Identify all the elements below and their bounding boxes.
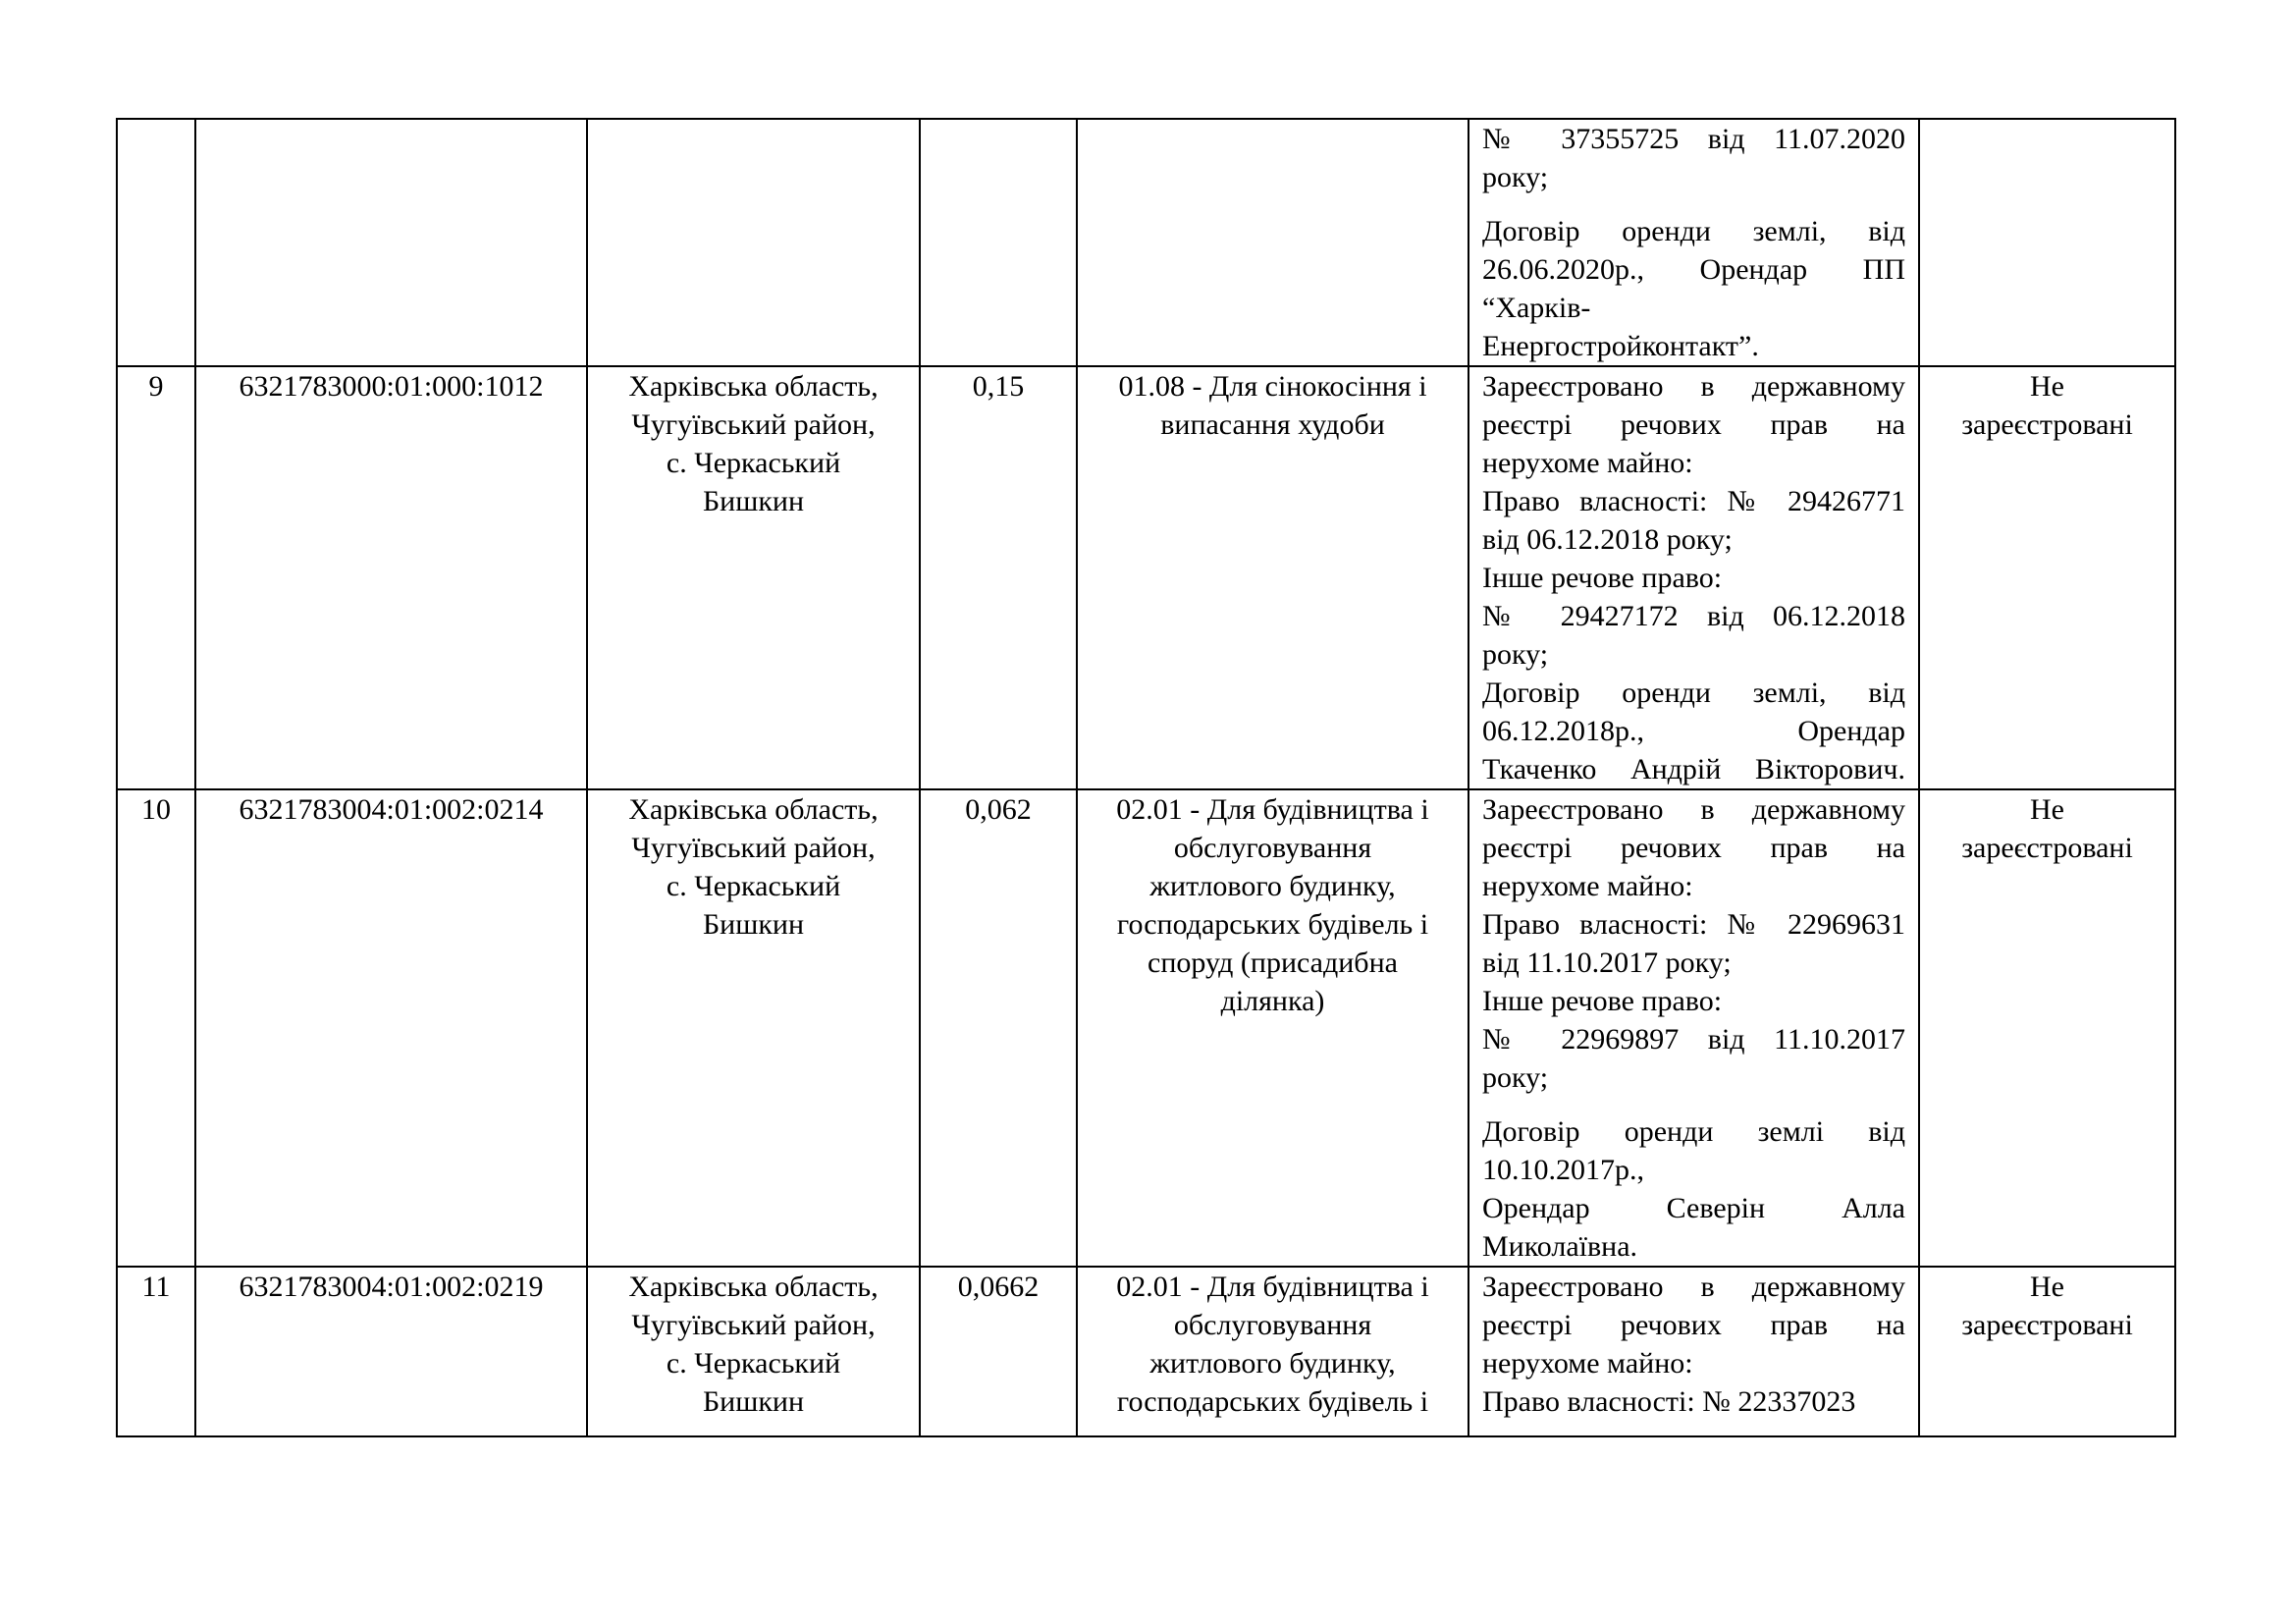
text-line: обслуговування	[1173, 832, 1372, 864]
text-line: Договір оренди землі від	[1482, 1115, 1905, 1148]
registration-cell	[1468, 119, 1919, 366]
text-line: нерухоме майно:	[1482, 870, 1693, 902]
text-line: Інше речове право:	[1482, 562, 1723, 594]
text-line: 02.01 - Для будівництва і	[1116, 793, 1429, 826]
text-line: Зареєстровано в державному	[1482, 1271, 1905, 1303]
text-line: житлового будинку,	[1149, 1347, 1396, 1380]
text-line: Чугуївський район,	[631, 832, 876, 864]
text-line: с. Черкаський	[666, 870, 841, 902]
registration-paragraph	[1482, 367, 1905, 788]
table-body	[117, 119, 2175, 1436]
location-cell	[587, 1267, 920, 1436]
purpose-cell	[1077, 366, 1468, 789]
cadastral-number-cell: 6321783004:01:002:0214	[195, 789, 587, 1267]
registration-cell	[1468, 366, 1919, 789]
text-line: реєстрі речових прав на	[1482, 1309, 1905, 1341]
cadastral-number-cell: 6321783004:01:002:0219	[195, 1267, 587, 1436]
area-cell	[920, 119, 1077, 366]
table-row	[117, 119, 2175, 366]
text-line: обслуговування	[1173, 1309, 1372, 1341]
row-number-cell: 9	[117, 366, 195, 789]
location-cell	[587, 119, 920, 366]
registration-cell	[1468, 1267, 1919, 1436]
location-cell	[587, 789, 920, 1267]
text-line: зареєстровані	[1961, 408, 2133, 441]
text-line: Не	[2030, 1271, 2064, 1303]
text-line: реєстрі речових прав на	[1482, 408, 1905, 441]
text-line: випасання худоби	[1160, 408, 1385, 441]
table-row	[117, 789, 2175, 1267]
text-line: споруд (присадибна	[1148, 947, 1398, 979]
text-line: № 22969897 від 11.10.2017	[1482, 1023, 1905, 1056]
location-cell	[587, 366, 920, 789]
purpose-cell	[1077, 789, 1468, 1267]
text-line: “Харків-	[1482, 292, 1591, 324]
text-line: року;	[1482, 161, 1549, 193]
text-line: Не	[2030, 793, 2064, 826]
text-line: 02.01 - Для будівництва і	[1116, 1271, 1429, 1303]
text-line: Не	[2030, 370, 2064, 403]
text-line: Право власності: № 22337023	[1482, 1385, 1856, 1418]
row-number-cell: 11	[117, 1267, 195, 1436]
table-row	[117, 366, 2175, 789]
registration-paragraph	[1482, 1268, 1905, 1421]
purpose-cell	[1077, 119, 1468, 366]
text-line: реєстрі речових прав на	[1482, 832, 1905, 864]
cadastral-number-cell: 6321783000:01:000:1012	[195, 366, 587, 789]
text-line: Бишкин	[702, 908, 805, 941]
cadastral-number-cell	[195, 119, 587, 366]
registration-status-cell	[1919, 1267, 2175, 1436]
text-line: року;	[1482, 638, 1549, 671]
area-cell: 0,062	[920, 789, 1077, 1267]
text-line: 26.06.2020р., Орендар ПП	[1482, 253, 1905, 286]
registration-status-cell	[1919, 789, 2175, 1267]
text-line: Інше речове право:	[1482, 985, 1723, 1017]
text-line: Ткаченко Андрій Вікторович.	[1482, 753, 1905, 785]
registration-status-cell	[1919, 366, 2175, 789]
text-line: Чугуївський район,	[631, 408, 876, 441]
text-line: Бишкин	[702, 485, 805, 517]
text-line: № 29427172 від 06.12.2018	[1482, 600, 1905, 632]
text-line: Право власності: № 22969631	[1482, 908, 1905, 941]
text-line: Договір оренди землі, від	[1482, 677, 1905, 709]
text-line: року;	[1482, 1061, 1549, 1094]
text-line: нерухоме майно:	[1482, 447, 1693, 479]
text-line: № 37355725 від 11.07.2020	[1482, 123, 1905, 155]
text-line: Миколаївна.	[1482, 1230, 1638, 1263]
text-line: від 11.10.2017 року;	[1482, 947, 1732, 979]
row-number-cell	[117, 119, 195, 366]
text-line: Зареєстровано в державному	[1482, 793, 1905, 826]
text-line: Бишкин	[702, 1385, 805, 1418]
registration-cell	[1468, 789, 1919, 1267]
lease-agreement-paragraph	[1482, 212, 1905, 365]
purpose-cell	[1077, 1267, 1468, 1436]
registration-status-cell	[1919, 119, 2175, 366]
text-line: Договір оренди землі, від	[1482, 215, 1905, 247]
text-line: Зареєстровано в державному	[1482, 370, 1905, 403]
text-line: Орендар Северін Алла	[1482, 1192, 1905, 1224]
text-line: Чугуївський район,	[631, 1309, 876, 1341]
text-line: 01.08 - Для сінокосіння і	[1118, 370, 1427, 403]
table-row	[117, 1267, 2175, 1436]
text-line: ділянка)	[1220, 985, 1325, 1017]
text-line: від 06.12.2018 року;	[1482, 523, 1733, 556]
registration-paragraph	[1482, 790, 1905, 1097]
text-line: нерухоме майно:	[1482, 1347, 1693, 1380]
text-line: господарських будівель і	[1116, 908, 1429, 941]
text-line: Харківська область,	[628, 1271, 879, 1303]
text-line: 06.12.2018р., Орендар	[1482, 715, 1905, 747]
text-line: Енергостройконтакт”.	[1482, 330, 1759, 362]
text-line: Харківська область,	[628, 370, 879, 403]
land-plots-table	[116, 118, 2176, 1437]
lease-agreement-paragraph	[1482, 1112, 1905, 1266]
text-line: 10.10.2017р.,	[1482, 1154, 1644, 1186]
area-cell: 0,0662	[920, 1267, 1077, 1436]
text-line: с. Черкаський	[666, 1347, 841, 1380]
text-line: зареєстровані	[1961, 832, 2133, 864]
area-cell: 0,15	[920, 366, 1077, 789]
text-line: Право власності: № 29426771	[1482, 485, 1905, 517]
text-line: житлового будинку,	[1149, 870, 1396, 902]
registration-paragraph	[1482, 120, 1905, 196]
text-line: с. Черкаський	[666, 447, 841, 479]
text-line: господарських будівель і	[1116, 1385, 1429, 1418]
text-line: Харківська область,	[628, 793, 879, 826]
row-number-cell: 10	[117, 789, 195, 1267]
text-line: зареєстровані	[1961, 1309, 2133, 1341]
